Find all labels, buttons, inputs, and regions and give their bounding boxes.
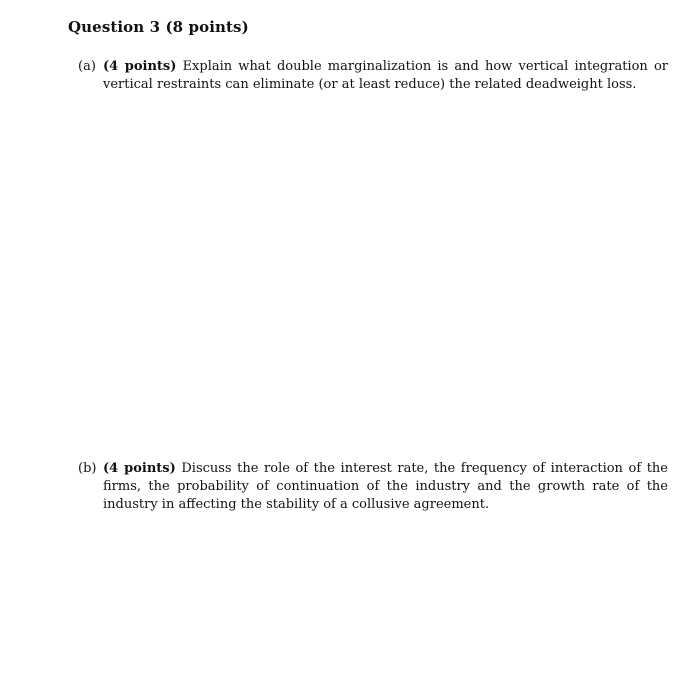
- part-points: (4 points): [103, 59, 177, 74]
- question-title: Question 3 (8 points): [68, 18, 249, 36]
- part-body: [103, 460, 668, 514]
- question-part-a: [78, 58, 668, 94]
- part-marker: (a): [78, 59, 96, 74]
- part-points: (4 points): [103, 461, 176, 476]
- part-body: [103, 58, 668, 94]
- part-prompt: Discuss the role of the interest rate, the frequency of interaction of the firms, the probability of continuation of the industry and the growth rate of the industry in affecting the stability of a collusive agreement.: [103, 461, 668, 512]
- part-marker: (b): [78, 461, 97, 476]
- part-prompt: Explain what double marginalization is and how vertical integration or vertical restraints can eliminate (or at least reduce) the related deadweight loss.: [103, 59, 668, 92]
- question-part-b: [78, 460, 668, 514]
